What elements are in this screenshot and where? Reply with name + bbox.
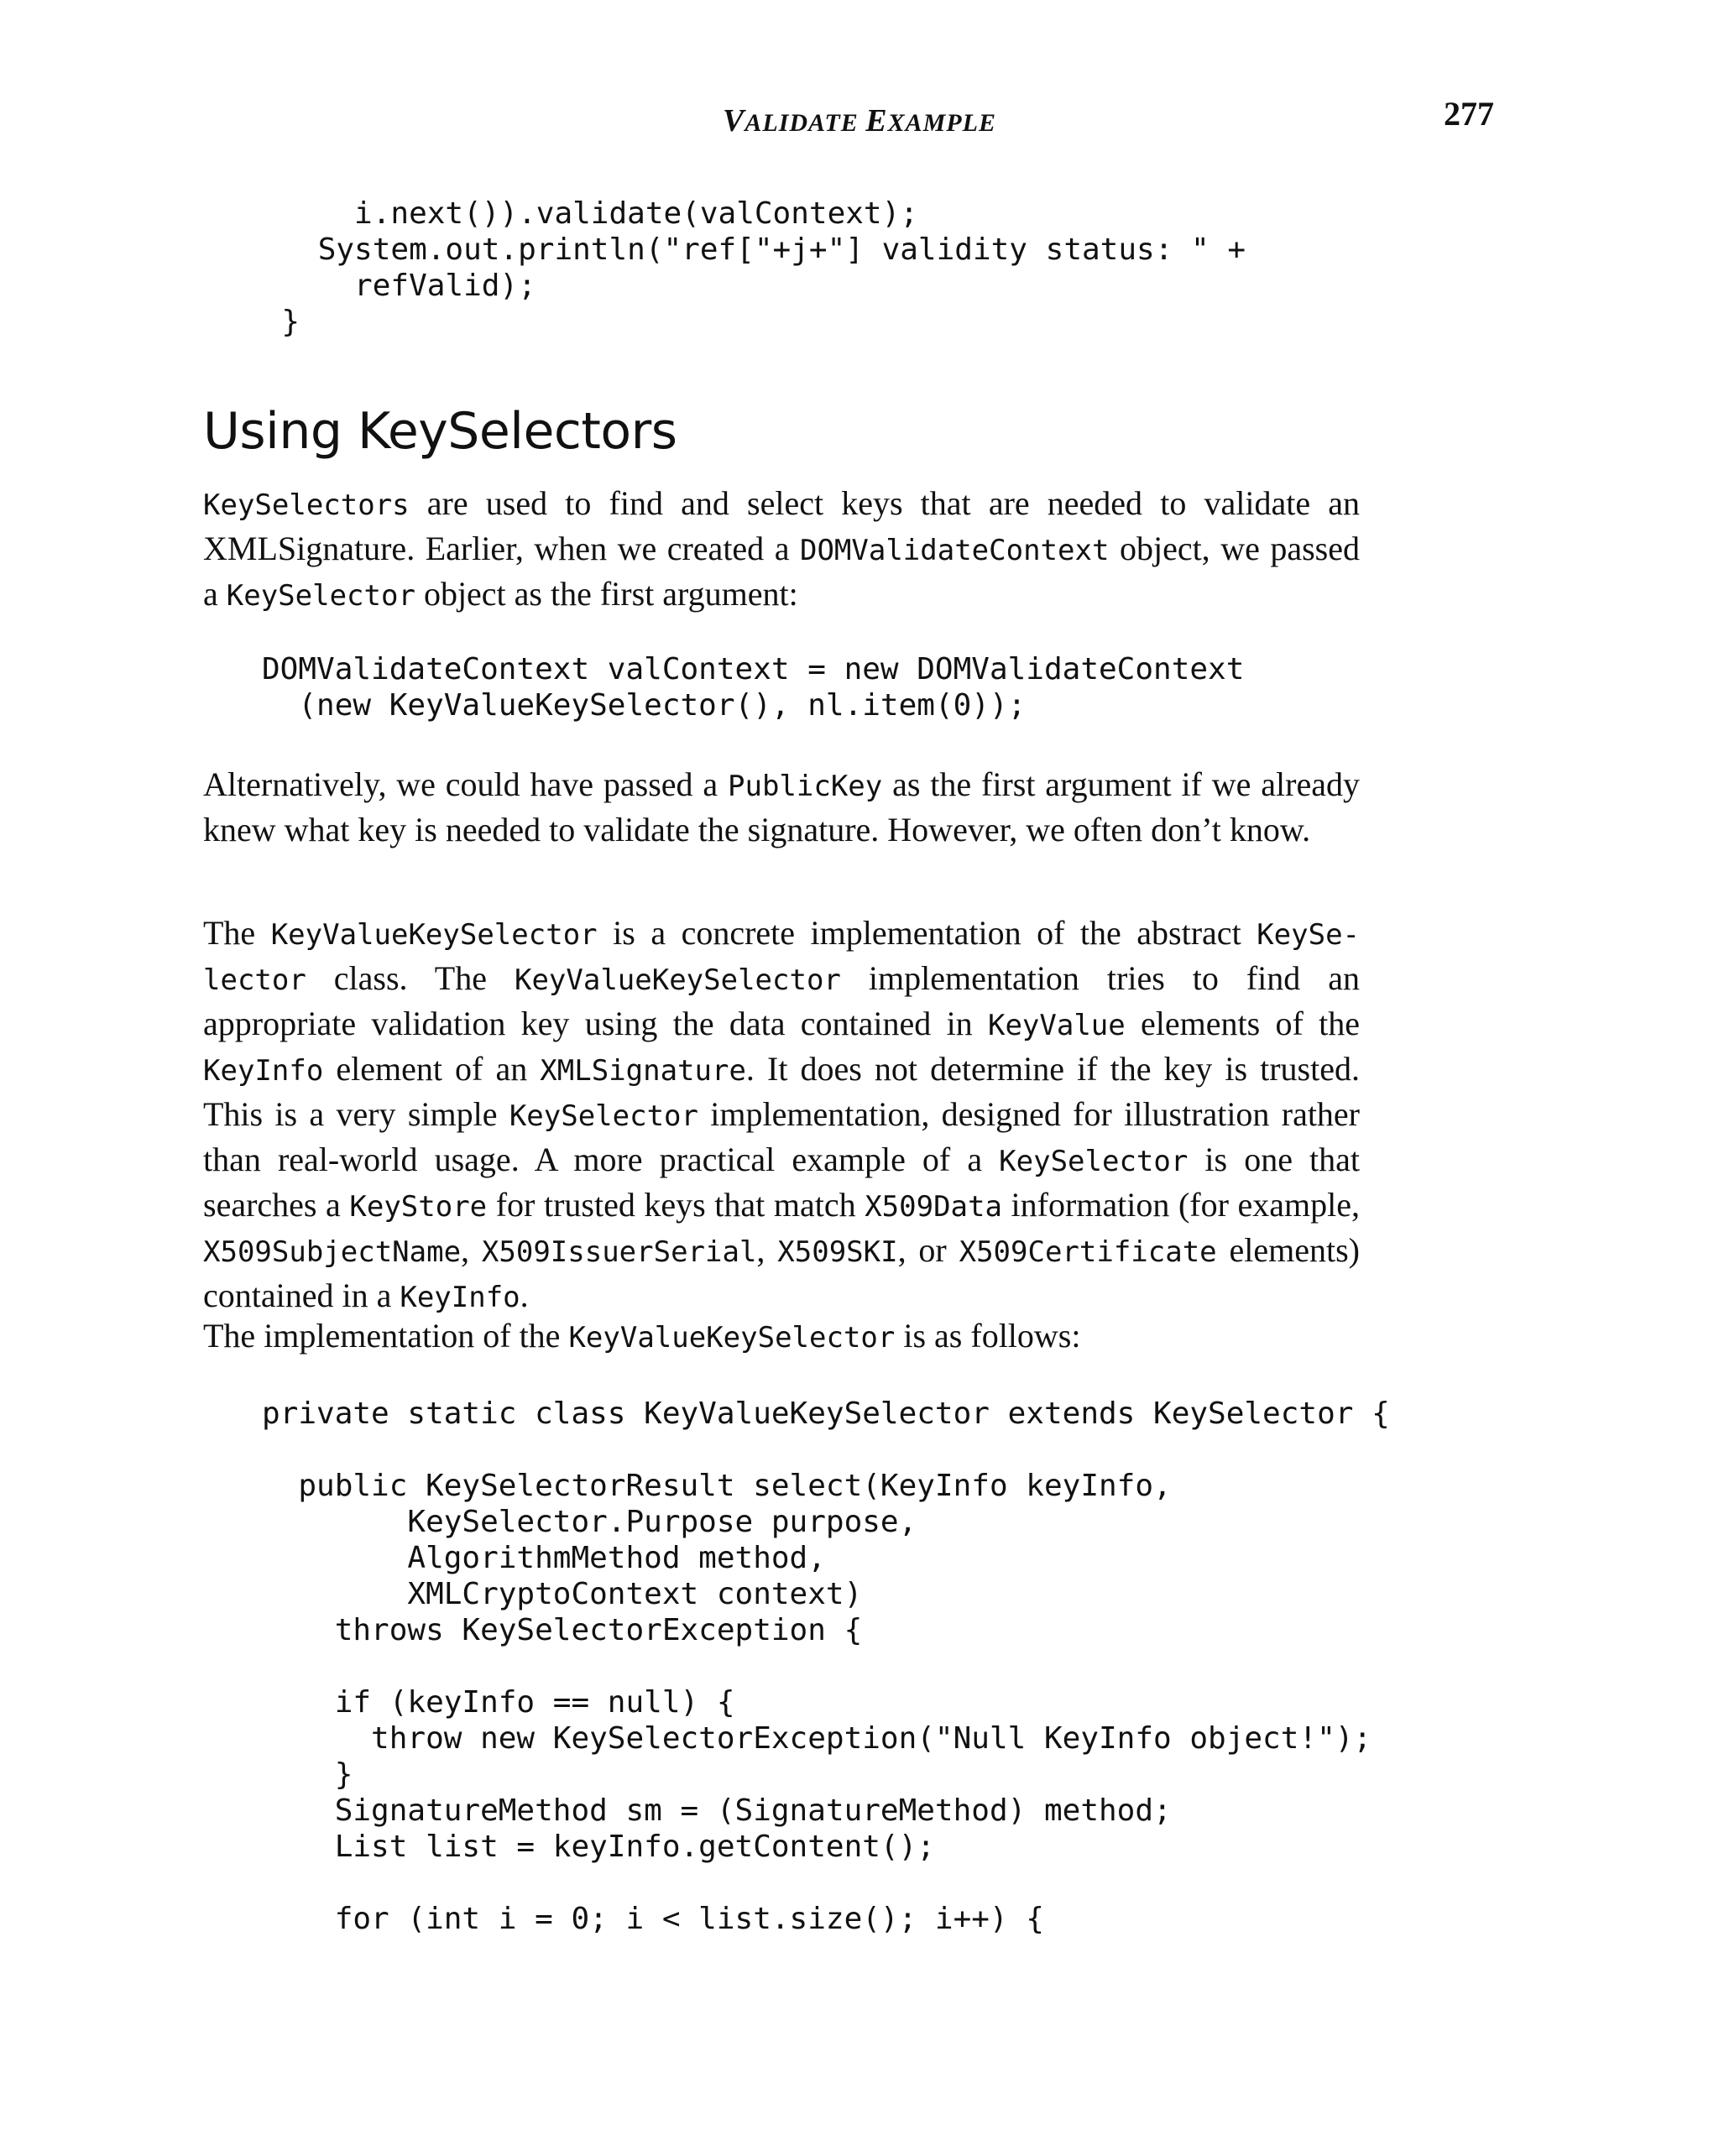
running-head: VALIDATE EXAMPLE [723,103,996,138]
paragraph-alternatively: Alternatively, we could have passed a PublicKey as the first argument if we already knew what key is needed to validate the signature. However, we often don’t know. [203,765,1360,848]
code-validate-context: DOMValidateContext valContext = new DOMValidateContext (new KeyValueKeySelector(), nl.item(0)); [262,652,1245,723]
code-listing-continued: i.next()).validate(valContext); System.out.println("ref["+j+"] validity status: " + refValid); } [281,196,1246,339]
paragraph-keyvaluekeyselector: The KeyValueKeySelector is a concrete implementation of the abstract KeySe-lector class. The KeyValueKeySelector implementation tries to find an appropriate validation key using the data contained in KeyValue elements of the KeyInfo element of an XMLSignature. It does not determine if the key is trusted. This is a very simple KeySelector implementation, designed for illustration rather than real-world usage. A more practical example of a KeySelector is one that searches a KeyStore for trusted keys that match X509Data information (for example, X509SubjectName, X509IssuerSerial, X509SKI, or X509Certificate elements) contained in a KeyInfo. [203,914,1361,1314]
code-keyvaluekeyselector-class: private static class KeyValueKeySelector extends KeySelector { public KeySelectorResult select(KeyInfo keyInfo, KeySelector.Purpose purpose, AlgorithmMethod method, XMLCryptoContext context) throws KeySelectorException { if (keyInfo == null) { throw new KeySelectorException("Null KeyInfo object!"); } SignatureMethod sm = (SignatureMethod) method; List list = keyInfo.getContent(); for (int i = 0; i < list.size(); i++) { [262,1396,1390,1936]
section-title: Using KeySelectors [203,402,677,461]
paragraph-keyselectors-intro: KeySelectors are used to find and select keys that are needed to validate an XMLSignature. Earlier, when we created a DOMValidateContext object, we passed a KeySelector object as the first argument: [203,484,1360,613]
paragraph-implementation-intro: The implementation of the KeyValueKeySelector is as follows: [203,1317,1081,1355]
page-number: 277 [1444,95,1494,133]
